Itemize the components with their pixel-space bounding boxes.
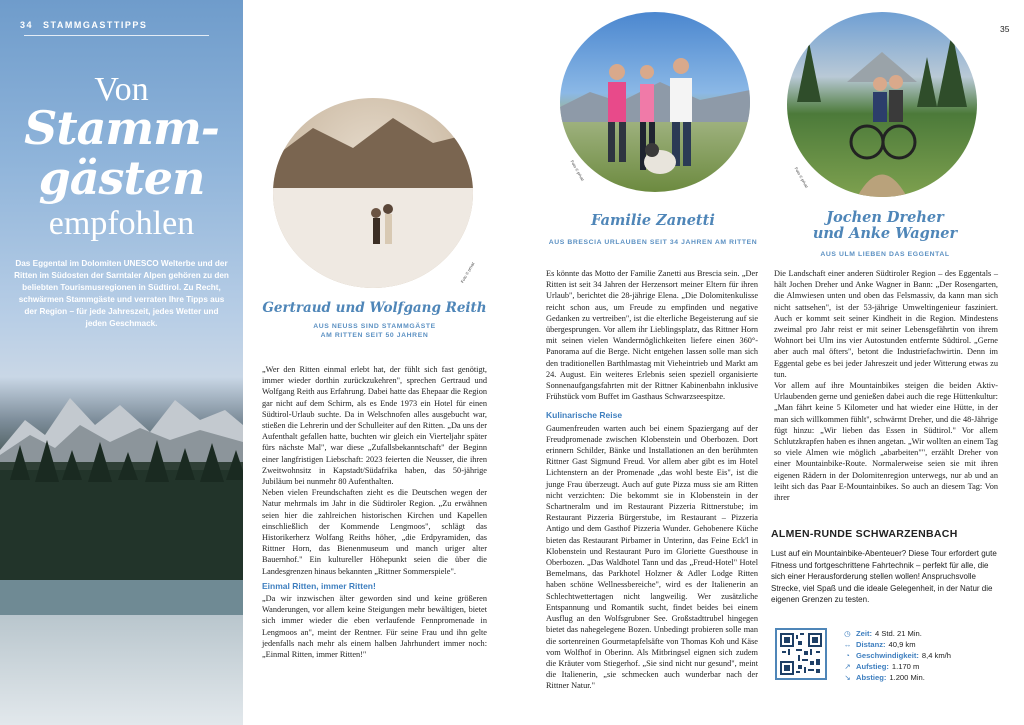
reith-subtitle-line-2: AM RITTEN SEIT 50 JAHREN xyxy=(320,332,429,339)
tour-stats xyxy=(843,628,951,683)
clock-icon: ◷ xyxy=(844,629,851,638)
dreher-paragraph-1: Die Landschaft einer anderen Südtiroler Region – des Eggentals – hält Jochen Dreher und Anke Wagner in Bann: „Der Rosengarten, die Almwiesen unten und oben das Felsmassiv, da kann man sich nicht sattsehen", ist der 53-jährige Umweltingenieur fasziniert. Auch er kommt seit seiner Kindheit in die Region. Mindestens zweimal pro Jahr reist er mit seiner Lebensgefährtin von ihrem Wohnort bei Ulm ins vier Autostunden entfernte Südtirol. „Gerne aber auch mal öfters", betont die Industriefachwirtin. Denn im Eggental gebe es bei jeder Jahreszeit und jeder Witterung etwas zu tun. xyxy=(774,269,998,379)
stat-label: Geschwindigkeit: xyxy=(856,651,919,660)
forest-illustration xyxy=(0,440,243,590)
zanetti-paragraph-1: Es könnte das Motto der Familie Zanetti aus Brescia sein. „Der Ritten ist seit 34 Jahren der Herzensort meiner Eltern für ihren Urlaub", berichtet die 28-jährige Elena. „Die Dolomitenkulisse reicht schon aus, um Freude zu empfinden und negative Gedanken zu vertreiben", ist die elterliche Begeisterung auf sie übergesprungen. Vor allem ihr Lieblingsplatz, das Rittner Horn mit seinen vielen Wandermöglichkeiten liefere einen 360°-Panorama auf die Berge. Nicht entgehen lassen solle man sich den traditionellen Barthlmastag mit Vieheintrieb und Markt am 24. August. Ein weiteres Erlebnis seien speziell organisierte Sonnenaufgangsfahrten mit der Rittner Kabinenbahn inklusive Frühstück vom Buffet im Gasthaus Schwarzseespitze. xyxy=(546,269,758,402)
left-page-cover xyxy=(0,0,243,725)
qr-code-pattern xyxy=(780,633,822,675)
zanetti-name: Familie Zanetti xyxy=(591,212,715,229)
tour-info-box xyxy=(771,528,999,696)
reith-paragraph-3: „Da wir inzwischen älter geworden sind und keine größeren Wanderungen, vor allem keine Steigungen mehr bewältigen, bietet sich immer wieder die eben verlaufende Fennpromenade in Lengmoos an", meint der Rentner. Für seine Frau und ihn gelte jedenfalls nach mehr als einem halben Jahrhundert immer noch: „Einmal Ritten, immer Ritten!" xyxy=(262,594,487,660)
stat-value: 1.200 Min. xyxy=(889,673,925,682)
tour-stat-descent xyxy=(843,672,951,683)
title-line-3: gästen xyxy=(38,151,205,205)
reith-subtitle-line-1: AUS NEUSS SIND STAMMGÄSTE xyxy=(313,323,436,330)
reith-subtitle xyxy=(262,322,487,340)
dreher-name xyxy=(772,210,998,242)
ascent-icon: ↗ xyxy=(844,662,851,671)
stat-value: 40,9 km xyxy=(888,640,916,649)
reith-paragraph-2: Neben vielen Freundschaften zieht es die Deutschen wegen der Natur mehrmals im Jahr in die Südtiroler Region. „Zu erwähnen seien hier die zahlreichen historischen Kirchen und Kapellen einschließlich der Kommende Lengmoos", schlägt das Historikerherz Wolfang Reiths höher, „die Erdpyramiden, das Rittner Horn, das Bienenmuseum und manch uriger alter Bauernhof." Ein kultureller Höhepunkt seien die über die Landesgrenzen hinaus bekannten „Rittner Sommerspiele". xyxy=(262,488,487,576)
title-line-1: Von xyxy=(94,71,149,108)
zanetti-photo-scene xyxy=(560,12,750,192)
snow-ground xyxy=(0,615,243,725)
stat-label: Aufstieg: xyxy=(856,662,889,671)
reith-photo-scene xyxy=(273,98,473,288)
page-number-left: 34 xyxy=(20,20,34,30)
stat-value: 8,4 km/h xyxy=(921,651,951,660)
zanetti-photo xyxy=(560,12,750,192)
tour-stat-time xyxy=(843,628,951,639)
dreher-name-line-1: Jochen Dreher xyxy=(826,209,944,226)
dreher-photo xyxy=(787,12,977,197)
page-number-right: 35 xyxy=(1000,24,1010,34)
speed-icon: ◔ xyxy=(845,651,850,660)
zanetti-subtitle: AUS BRESCIA URLAUBEN SEIT 34 JAHREN AM RITTEN xyxy=(548,239,758,246)
reith-paragraph-1: „Wer den Ritten einmal erlebt hat, der fühlt sich fast genötigt, immer wieder dorthin zurückzukehren", sprechen Gertraud und Wolfgang Reith aus Erfahrung. Dabei hatte das Ehepaar die Region gar nicht auf dem Schirm, als es Ende 1973 ein Hotel für einen Südtirol-Urlaub suchte. Da in Welschnofen alles ausgebucht war, stießen die Lehrerin und der Schulleiter auf den Ritten. „Da uns der Aufenthalt gefallen hatte, buchten wir gleich ein Vierteljahr später fürs nächste Mal", war diese „Zufallsbekanntschaft" der Beginn einer langfristigen Liebschaft: 2023 feierten die Neusser, die ihren Zweitwohnsitz in Kapstadt/Südafrika haben, das 50-jährige Jubiläum bei nunmehr 80 Aufenthalten. xyxy=(262,365,487,487)
zanetti-paragraph-2: Gaumenfreuden warten auch bei einem Spaziergang auf der Freudpromenade zwischen Klobenstein und Oberbozen. Dort erinnern Schilder, Bänke und Installationen an den berühmten Rittner Gast Sigmund Freud. Vor allem aber gibt es im Hotel Lichtenstern an der Promenade „das wohl beste Eis", ist die junge Frau überzeugt. Auch auf gute Pizza muss sie am Ritten nicht verzichten: Die bekommt sie in Klobenstein in der Schartneralm und im Restaurant Pizzeria Rittnerstube; im Restaurant Pizzeria Bürgerstube, im Restaurant – Pizzeria Antigo und dem Gasthof Pizzeria Wunder. Gehobenere Küche bieten das Restaurant Pirbamer in Unterinn, das Feine Eck'l in Klobenstein und Restaurant Puro im Gloriette Guesthouse in Oberbozen. „Das Waldhotel Tann und das „Freud-Hotel" Hotel Bemelmans, das Parkhotel Holzner & Adler Lodge Ritten haben schöne Wellnessbereiche", wird es der Italienerin an Schlechtwettertagen nicht langweilig. Wer zusätzliche Entspannung und Romantik sucht, findet beides bei einem Ausflug an den Wolfsgrubner See. Großstadttrubel hingegen bietet das nahegelegene Bozen. Unbedingt probieren solle man die sortenreinen Gourmetapfelsäfte von Thomas Koh und Käse vom Wolfhof in Oberinn. Als Mitbringsel eignen sich zudem die Kräuter vom Stiegerhof. „Sie sind nicht nur gesund", meint die Italienerin, „sie schmecken auch wunderbar nach der Rittner Natur." xyxy=(546,423,758,691)
dreher-paragraph-2: Vor allem auf ihre Mountainbikes steigen die beiden Aktiv-Urlaubenden gerne und genießen dabei auch die rege Hüttenkultur: „Man fährt keine 5 Kilometer und hat wieder eine Hütte, in der man sich willkommen fühlt", schwärmt Dreher, und die 48-Jährige fügt hinzu: „Wir lieben das Essen in Südtirol." Vor allem Schlutzkrapfen haben es ihnen angetan. „Wir wollten an einem Tag so viele Almen wie möglich „abarbeiten"", erzählt Dreher von einer Mountainbike-Route. Normalerweise seien sie mit ihren eigenen Rädern in der Dolomitenregion unterwegs, nur ab und an leiht sich das Paar E-Mountainbikes. So auch an diesem Tag: Von ihrer xyxy=(774,381,998,503)
zanetti-article xyxy=(546,268,758,692)
distance-icon: ↔ xyxy=(843,640,852,649)
stat-label: Distanz: xyxy=(856,640,886,649)
reith-photo-credit: Foto © privat xyxy=(459,261,476,284)
dreher-article xyxy=(774,268,998,503)
lake xyxy=(0,580,243,620)
dreher-photo-credit: Foto © privat xyxy=(793,166,810,189)
intro-text: Das Eggental im Dolomiten UNESCO Welterbe und der Ritten im Südosten der Sarntaler Alpen gehören zu den beliebten Tourismusregionen in Südtirol. Zu Recht, schwärmen Stammgäste und verraten Ihre Tipps aus der Region – für jede Jahreszeit, jedes Wetter und jeden Geschmack. xyxy=(14,259,229,328)
stat-label: Zeit: xyxy=(856,629,873,638)
qr-code[interactable] xyxy=(775,628,827,680)
page-header xyxy=(20,20,243,40)
tour-description: Lust auf ein Mountainbike-Abenteuer? Diese Tour erfordert gute Fitness und fortgeschrittene Fahrtechnik – perfekt für alle, die sich einer Herausforderung stellen wollen! Anspruchsvolle Strecke, viel Spaß und die ideale Gelegenheit, in der Natur die eigenen Grenzen zu testen. xyxy=(771,549,997,604)
dreher-photo-scene xyxy=(787,12,977,197)
reith-photo xyxy=(273,98,473,288)
tour-stat-distance xyxy=(843,639,951,650)
dreher-subtitle: AUS ULM LIEBEN DAS EGGENTAL xyxy=(820,251,950,258)
zanetti-photo-credit: Foto © privat xyxy=(569,159,586,182)
header-rule xyxy=(24,35,209,36)
reith-name: Gertraud und Wolfgang Reith xyxy=(262,300,487,316)
title-line-4: empfohlen xyxy=(48,205,195,242)
tour-title: ALMEN-RUNDE SCHWARZENBACH xyxy=(771,528,958,540)
dreher-name-line-2: und Anke Wagner xyxy=(812,225,958,242)
stat-value: 4 Std. 21 Min. xyxy=(875,629,922,638)
tour-stat-speed xyxy=(843,650,951,661)
tour-stat-ascent xyxy=(843,661,951,672)
zanetti-subheading: Kulinarische Reise xyxy=(546,410,623,421)
stat-value: 1.170 m xyxy=(891,662,920,671)
reith-article xyxy=(262,364,487,660)
reith-subheading: Einmal Ritten, immer Ritten! xyxy=(262,580,376,591)
title-line-2: Stamm- xyxy=(24,101,219,155)
descent-icon: ↘ xyxy=(844,673,851,682)
section-label: STAMMGASTTIPPS xyxy=(43,20,148,30)
stat-label: Abstieg: xyxy=(856,673,887,682)
